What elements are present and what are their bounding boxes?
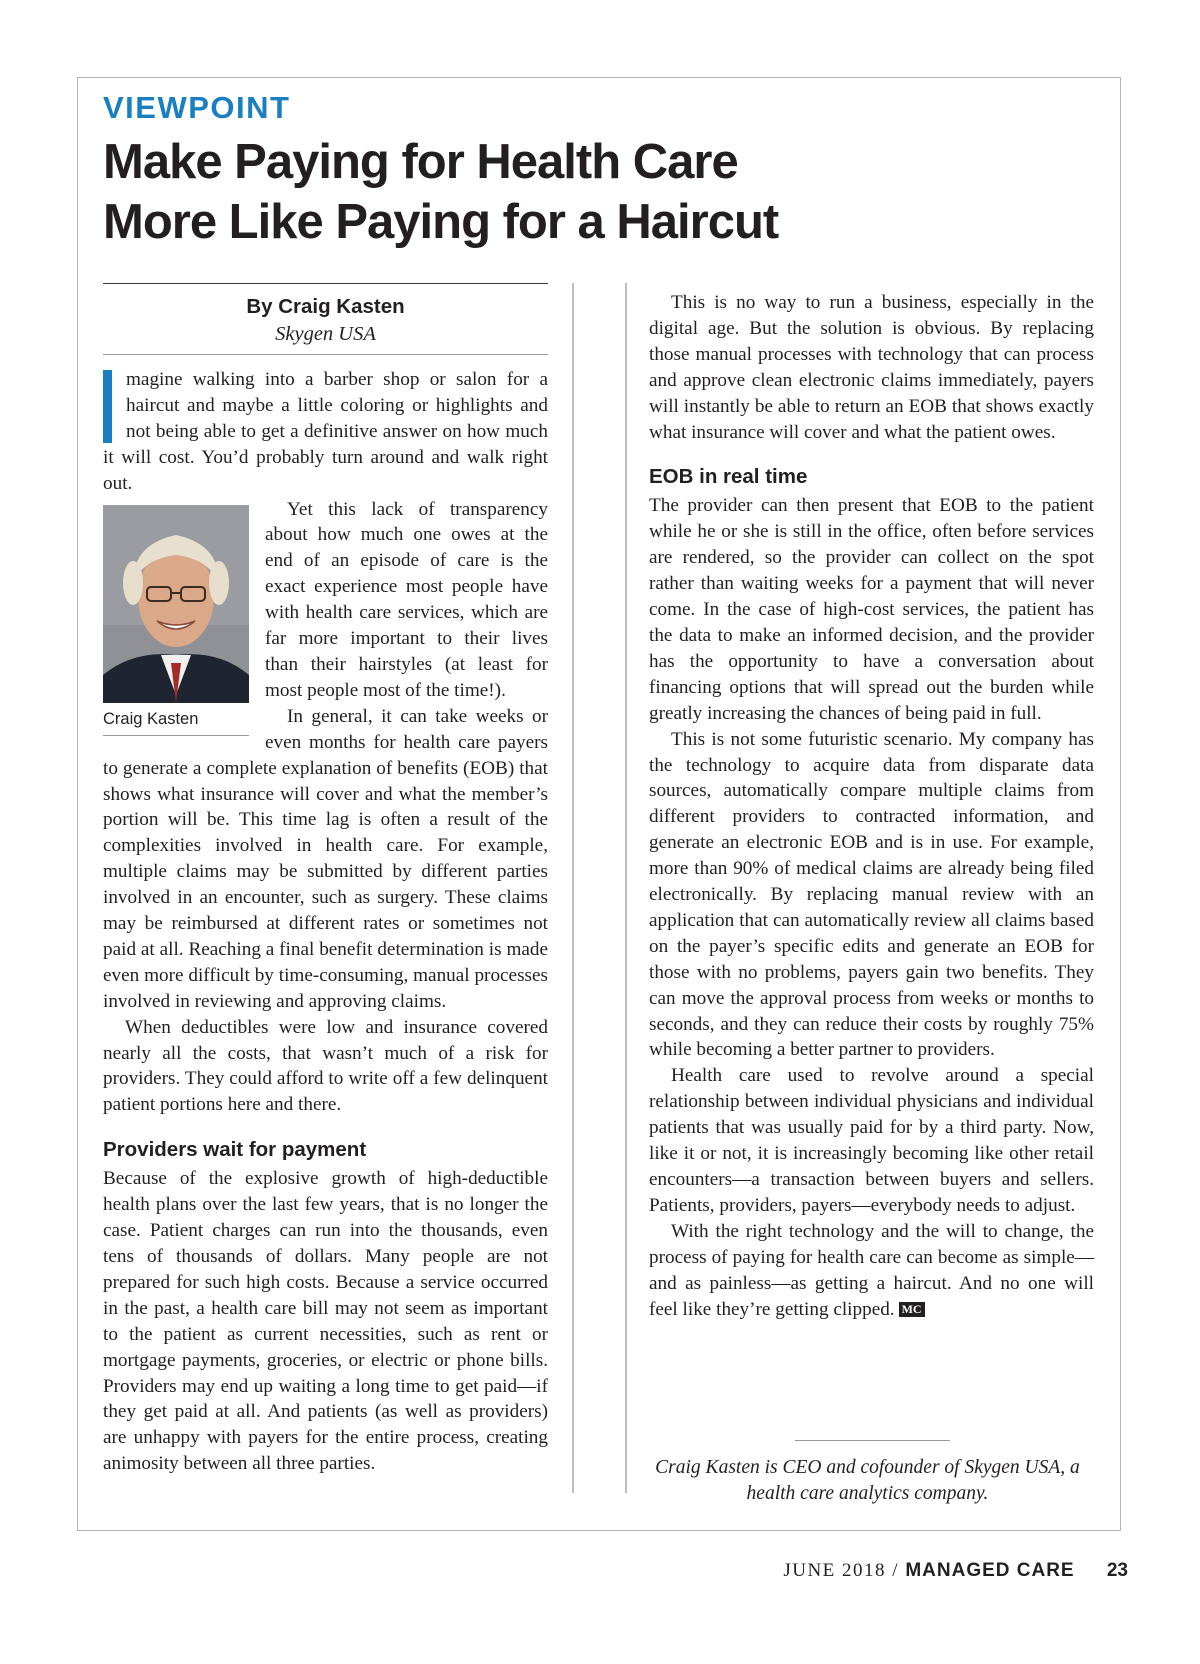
paragraph: In general, it can take weeks or even months for health care payers to generate a complete explanation of benefits (EOB) that shows what insurance will cover and what the member’s portion will be. This time lag is often a result of the complexities involved in health care. For example, multiple claims may be submitted by different parties involved in an encounter, such as surgery. These claims may be reimbursed at different rates or sometimes not paid at all. Reaching a final benefit determination is made even more difficult by time-consuming, manual processes involved in reviewing and approving claims.: [103, 705, 548, 1012]
portrait-image: [103, 505, 249, 703]
right-column: [649, 290, 1094, 1322]
bio-rule: [795, 1440, 950, 1441]
footer-date: JUNE 2018 /: [783, 1560, 900, 1581]
author-bio: Craig Kasten is CEO and cofounder of Skygen USA, a health care analytics company.: [655, 1457, 1080, 1504]
photo-caption: Craig Kasten: [103, 709, 249, 736]
paragraph: Health care used to revolve around a special relationship between individual physicians and individual patients that was usually paid for by a third party. Now, like it or not, it is increasingly becoming like other retail encounters—a transaction between buyers and sellers. Patients, providers, payers—everybody needs to adjust.: [649, 1065, 1094, 1216]
article-headline: [103, 132, 1003, 252]
author-photo-figure: [103, 505, 249, 736]
page-number: 23: [1106, 1560, 1128, 1581]
byline-bottom-rule: [103, 354, 548, 355]
paragraph: When deductibles were low and insurance covered nearly all the costs, that wasn’t much of a risk for providers. They could afford to write off a few delinquent patient portions here and there.: [103, 1016, 548, 1116]
column-rule-right: [625, 283, 627, 1493]
paragraph: With the right technology and the will to change, the process of paying for health care can become as simple—and as painless—as getting a haircut. And no one will feel like they’re getting clipped. MC: [649, 1220, 1094, 1320]
byline-author: By Craig Kasten: [246, 295, 405, 318]
paragraph: Yet this lack of transparency about how much one owes at the end of an episode of care is the exact experience most people have with health care services, which are far more important to their lives than their hairstyles (at least for most people most of the time!).: [265, 498, 548, 701]
footer-magazine: MANAGED CARE: [905, 1560, 1075, 1581]
paragraph: This is no way to run a business, especially in the digital age. But the solution is obvious. By replacing those manual processes with technology that can process and approve clean electronic claims immediately, payers will instantly be able to return an EOB that shows exactly what insurance will cover and what the patient owes.: [649, 292, 1094, 443]
byline-affiliation: Skygen USA: [275, 323, 376, 345]
subhead-providers-wait: Providers wait for payment: [103, 1138, 367, 1162]
author-photo: [103, 505, 249, 703]
paragraph: Because of the explosive growth of high-deductible health plans over the last few years, that is no longer the case. Patient charges can run into the thousands, even tens of thousands of dollars. Many people are not prepared for such high costs. Because a service occurred in the past, a health care bill may not seem as important to the patient as current necessities, such as rent or mortgage payments, groceries, or electric or phone bills. Providers may end up waiting a long time to get paid—if they get paid at all. And patients (as well as providers) are unhappy with payers for the entire process, creating animosity between all three parties.: [103, 1168, 548, 1475]
drop-cap-i: [103, 370, 112, 443]
paragraph: This is not some futuristic scenario. My company has the technology to acquire data from disparate data sources, automatically compare multiple claims from different providers to contracted information, and generate an electronic EOB and is in use. For example, more than 90% of medical claims are already being filed electronically. By replacing manual review with an application that can automatically review all claims based on the payer’s specific edits and generate an EOB for those with no problems, payers gain two benefits. They can move the approval process from weeks or months to seconds, and they can reduce their costs by roughly 75% while becoming a better partner to providers.: [649, 728, 1094, 1061]
page-footer: [783, 1560, 1128, 1582]
subhead-eob-real-time: EOB in real time: [649, 465, 808, 489]
lead-paragraph: magine walking into a barber shop or salon for a haircut and maybe a little coloring or highlights and not being able to get a definitive answer on how much it will cost. You’d probably turn around and walk right out.: [103, 369, 548, 494]
column-rule-left: [572, 283, 574, 1493]
paragraph: The provider can then present that EOB to the patient while he or she is still in the office, often before services are rendered, so the provider can collect on the spot rather than waiting weeks for a payment that will never come. In the case of high-cost services, the patient has the data to make an informed decision, and the provider has the opportunity to have a conversation about financing options that will spread out the burden while greatly increasing the chances of being paid in full.: [649, 495, 1094, 724]
left-column: [103, 367, 548, 1477]
section-kicker: VIEWPOINT: [103, 90, 291, 125]
end-mark-mc: MC: [899, 1302, 925, 1317]
headline-line-1: Make Paying for Health Care: [103, 135, 738, 189]
byline-top-rule: [103, 283, 548, 284]
section-spacer: [649, 445, 1094, 463]
headline-line-2: More Like Paying for a Haircut: [103, 195, 779, 249]
section-spacer: [103, 1118, 548, 1136]
